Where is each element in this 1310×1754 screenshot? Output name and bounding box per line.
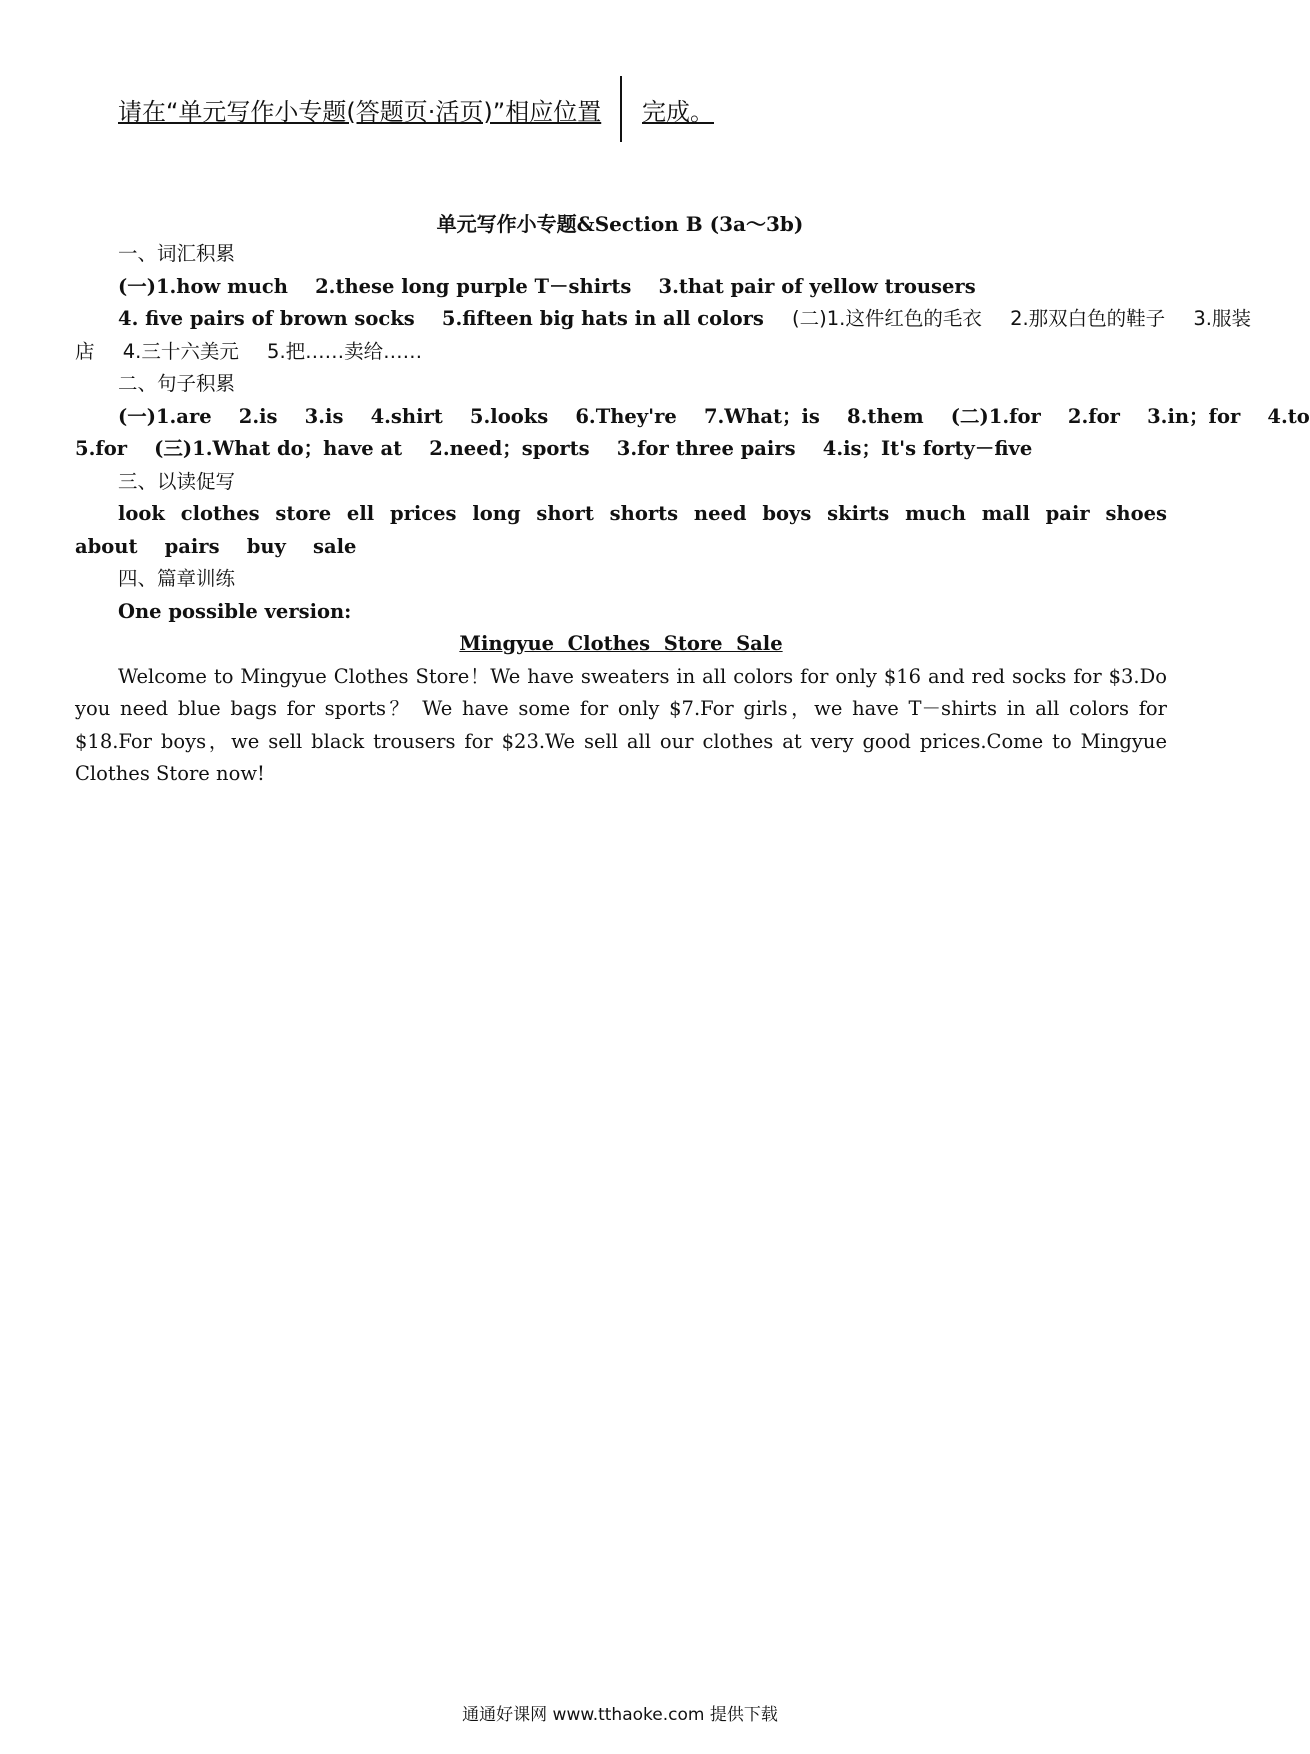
header-divider bbox=[620, 76, 622, 142]
section-2-line-2: 5.for (三)1.What do；have at 2.need；sports 3.for three pairs 4.is；It's forty－five bbox=[75, 437, 1033, 460]
section-1-line-3-a: 店 bbox=[75, 339, 95, 363]
section-1-line-2-en: 4. five pairs of brown socks 5.fifteen big hats in all colors bbox=[118, 307, 764, 330]
answer-content bbox=[75, 238, 1310, 791]
section-3-line-2: about pairs buy sale bbox=[75, 534, 357, 558]
section-2-line-1: (一)1.are 2.is 3.is 4.shirt 5.looks 6.They're 7.What；is 8.them (二)1.for 2.for 3.in；for 4.to bbox=[118, 404, 1310, 428]
section-1-line-2-cn-b: 2.那双白色的鞋子 bbox=[1010, 307, 1166, 330]
section-1-heading: 一、词汇积累 bbox=[118, 242, 236, 265]
essay-title: Mingyue Clothes Store Sale bbox=[459, 632, 783, 655]
section-3-line-1: look clothes store ell prices long short shorts need boys skirts much mall pair shoes bbox=[118, 502, 1167, 525]
section-3-heading: 三、以读促写 bbox=[118, 469, 236, 493]
section-2-heading: 二、句子积累 bbox=[118, 372, 236, 395]
page-title: 单元写作小专题&Section B (3a～3b) bbox=[436, 212, 804, 236]
section-1-line-1: (一)1.how much 2.these long purple T－shirts 3.that pair of yellow trousers bbox=[118, 274, 976, 298]
section-1-line-2-cn-a: (二)1.这件红色的毛衣 bbox=[792, 307, 982, 330]
header-instruction-left: 请在“单元写作小专题(答题页·活页)”相应位置 bbox=[118, 98, 602, 126]
header-instruction-right: 完成。 bbox=[642, 98, 714, 126]
version-label: One possible version: bbox=[118, 599, 352, 623]
section-1-line-2-cn-c: 3.服装 bbox=[1193, 307, 1251, 330]
footer-credit: 通通好课网 www.tthaoke.com 提供下载 bbox=[462, 1705, 778, 1725]
section-1-line-3-b: 4.三十六美元 bbox=[122, 339, 239, 363]
section-1-line-2 bbox=[75, 303, 1251, 336]
section-4-heading: 四、篇章训练 bbox=[118, 567, 236, 590]
essay-body: Welcome to Mingyue Clothes Store！We have sweaters in all colors for only $16 and red socks for $3.Do you need blue bags for sports？ We have some for only $7.For girls，we have T－shirts in all colors for $18.For boys，we sell black trousers for $23.We sell all our clothes at very good prices.Come to Mingyue Clothes Store now! bbox=[75, 664, 1167, 785]
section-1-line-3 bbox=[75, 336, 1167, 369]
section-1-line-3-c: 5.把……卖给…… bbox=[267, 339, 423, 363]
